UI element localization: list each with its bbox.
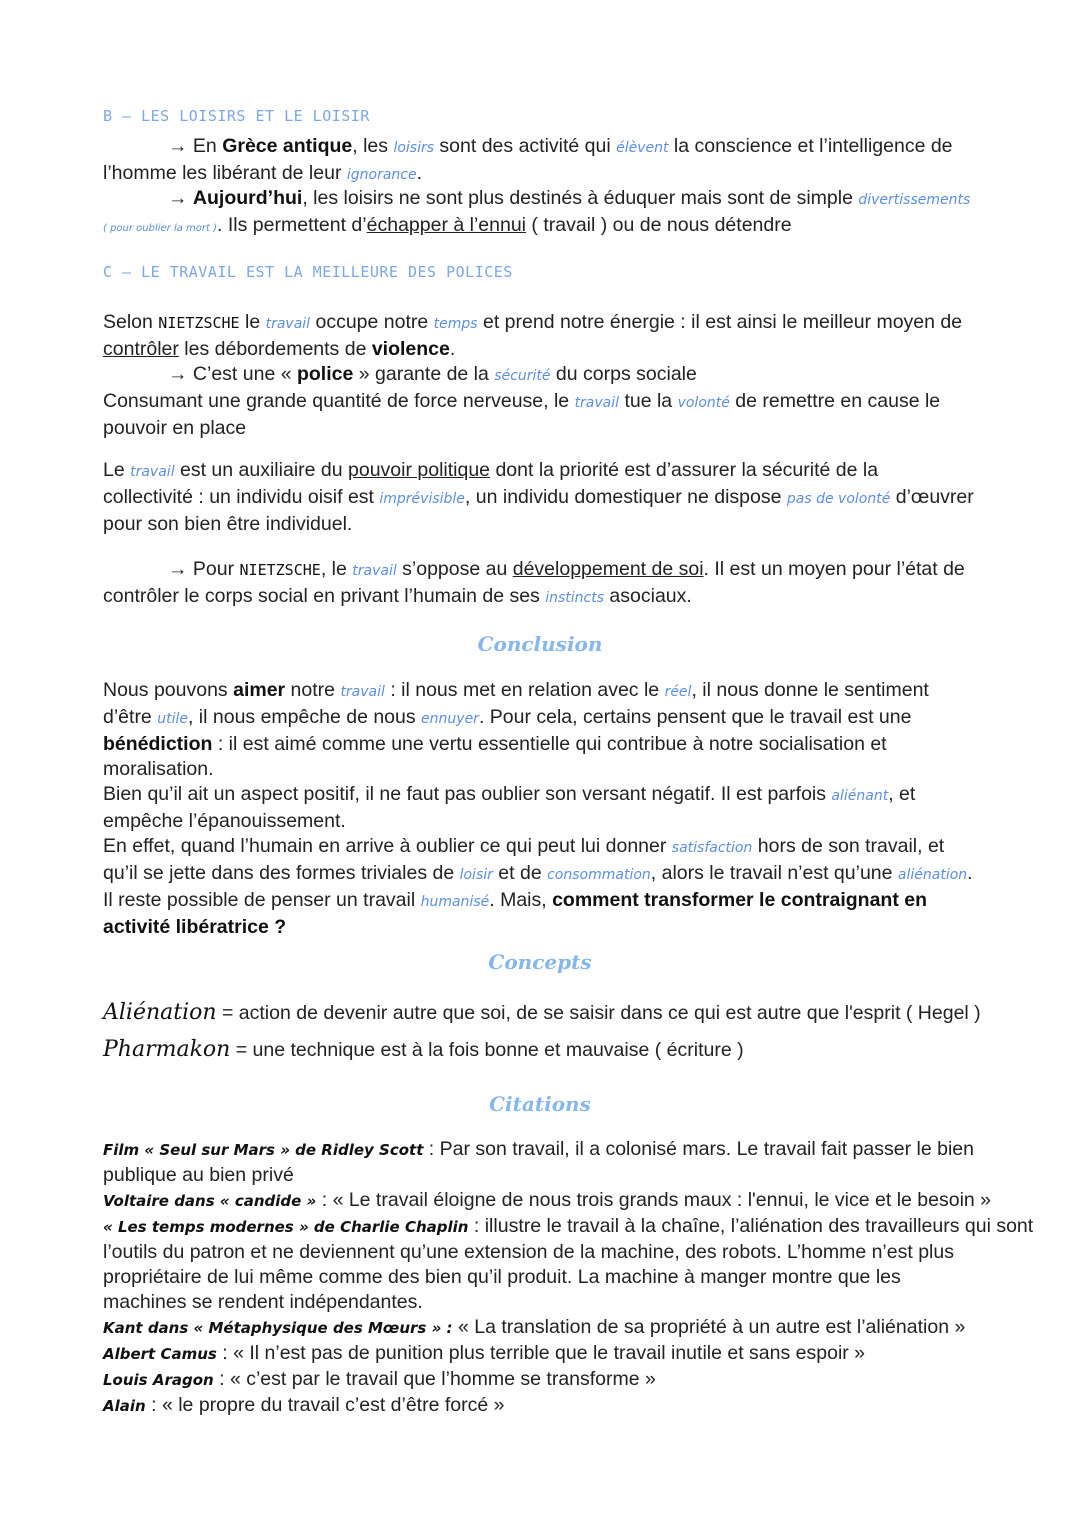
section-c-paragraph-5: → Pour NIETZSCHE, le travail s’oppose au développement de soi. Il est un moyen pour l’état de contrôler le corps social en privant l’humain de ses instincts asociaux. [103, 558, 965, 607]
arrow-icon: → [168, 558, 188, 580]
section-c-heading: C – LE TRAVAIL EST LA MEILLEURE DES POLICES [103, 263, 513, 281]
concepts-title: Concepts [488, 950, 592, 974]
section-b-paragraph-1: → En Grèce antique, les loisirs sont des activité qui élèvent la conscience et l’intelligence de l’homme les libérant de leur ignorance. [103, 135, 953, 184]
arrow-icon: → [168, 135, 188, 157]
citations-title: Citations [489, 1092, 591, 1116]
arrow-icon: → [168, 187, 188, 209]
concept-pharmakon: Pharmakon = une technique est à la fois bonne et mauvaise ( écriture ) [103, 1037, 744, 1062]
concept-alienation: Aliénation = action de devenir autre que soi, de se saisir dans ce qui est autre que l'esprit ( Hegel ) [103, 1000, 981, 1025]
conclusion-body: Nous pouvons aimer notre travail : il nous met en relation avec le réel, il nous donne le sentiment d’être utile, il nous empêche de nous ennuyer. Pour cela, certains pensent que le travail est une bénédiction : il est aimé comme une vertu essentielle qui contribue à notre socialisation et moralisation. Bien qu’il ait un aspect positif, il ne faut pas oublier son versant négatif. Il est parfois aliénant, et empêche l’épanouissement. En effet, quand l’humain en arrive à oublier ce qui peut lui donner satisfaction hors de son travail, et qu’il se jette dans des formes triviales de loisir et de consommation, alors le travail n’est qu’une aliénation. Il reste possible de penser un travail humanisé. Mais, comment transformer le contraignant en activité libératrice ? [103, 679, 973, 938]
section-b-heading: B – LES LOISIRS ET LE LOISIR [103, 107, 370, 125]
citations-list: Film « Seul sur Mars » de Ridley Scott : Par son travail, il a colonisé mars. Le travail fait passer le bien publique au bien privé Voltaire dans « candide » : « Le travail éloigne de nous trois grands maux : l'ennui, le vice et le besoin » « Les temps modernes » de Charlie Chaplin : illustre le travail à la chaîne, l’aliénation des travailleurs qui sont l’outils du patron et ne deviennent qu’une extension de la machine, des robots. L’homme n’est plus propriétaire de lui même comme des bien qu’il produit. La machine à manger montre que les machines se rendent indépendantes. Kant dans « Métaphysique des Mœurs » : « La translation de sa propriété à un autre est l’aliénation » Albert Camus : « Il n’est pas de punition plus terrible que le travail inutile et sans espoir » Louis Aragon : « c’est par le travail que l’homme se transforme » Alain : « le propre du travail c’est d’être forcé » [103, 1138, 1034, 1416]
section-b-paragraph-2: → Aujourd’hui, les loisirs ne sont plus destinés à éduquer mais sont de simple divertissements ( pour oublier la mort ). Ils permettent d’échapper à l’ennui ( travail ) ou de nous détendre [103, 187, 971, 236]
arrow-icon: → [168, 363, 188, 385]
conclusion-title: Conclusion [477, 632, 603, 656]
section-c-paragraph-4: Le travail est un auxiliaire du pouvoir politique dont la priorité est d’assurer la sécurité de la collectivité : un individu oisif est imprévisible, un individu domestiquer ne dispose pas de volonté d’œuvrer pour son bien être individuel. [103, 459, 974, 535]
section-c-paragraph-1: Selon NIETZSCHE le travail occupe notre temps et prend notre énergie : il est ainsi le meilleur moyen de contrôler les débordements de violence. → C’est une « police » garante de la sécurité du corps sociale Consumant une grande quantité de force nerveuse, le travail tue la volonté de remettre en cause le pouvoir en place [103, 311, 963, 439]
